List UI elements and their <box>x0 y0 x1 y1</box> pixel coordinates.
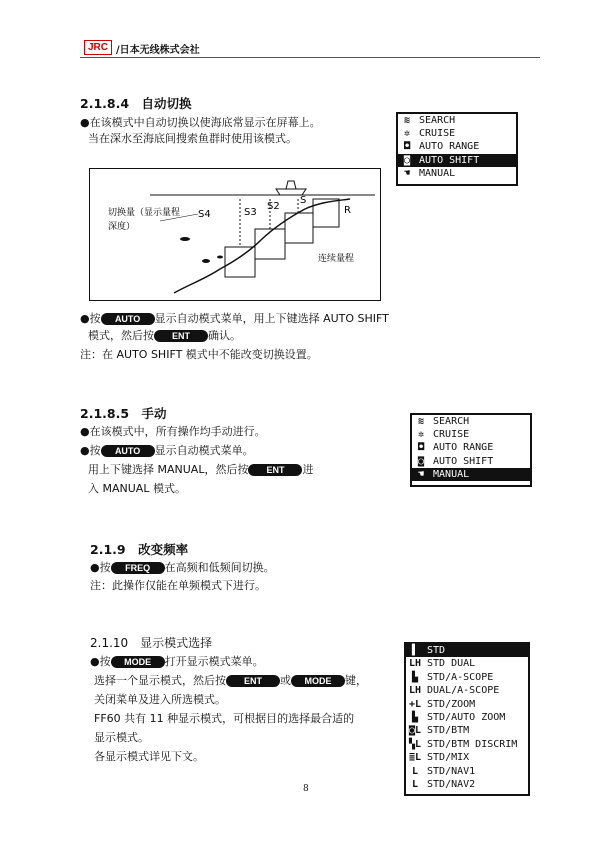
menu-item-auto-shift[interactable] <box>412 455 530 468</box>
mode-icon: ☚ <box>417 468 425 480</box>
heading-manual: 2.1.8.5 手动 <box>80 406 167 421</box>
auto-shift-diagram <box>89 168 381 301</box>
menu-item-label: STD/MIX <box>421 752 470 764</box>
menu-item-std-a-scope[interactable] <box>406 671 528 684</box>
f1-post: 在高频和低频间切换。 <box>164 561 275 574</box>
menu-item-std-dual[interactable] <box>406 657 528 670</box>
fig-label-continuous: 连续量程 <box>318 254 355 264</box>
instr1-post: 显示自动模式菜单，用上下键选择 AUTO SHIFT <box>154 312 389 325</box>
mode-icon: ◙ <box>403 154 411 166</box>
d2-pre: 选择一个显示模式，然后按 <box>94 674 226 687</box>
menu-item-label: AUTO SHIFT <box>413 154 480 166</box>
menu-item-label: DUAL/A-SCOPE <box>421 685 500 697</box>
mode-icon: ◘ <box>403 141 411 153</box>
menu-item-auto-shift[interactable] <box>398 154 516 167</box>
auto-shift-desc-1: ●在该模式中自动切换以使海底常显示在屏幕上。 <box>80 116 321 129</box>
menu-item-label: MANUAL <box>427 468 470 480</box>
menu-item-search[interactable] <box>398 114 516 127</box>
mode-icon: ≋ <box>417 416 425 427</box>
diagram-svg <box>90 169 380 300</box>
mode-icon: ≣L <box>409 752 422 764</box>
menu-item-manual[interactable] <box>412 468 530 481</box>
mode-icon: LH <box>409 658 422 670</box>
mode-icon: ▚L <box>409 738 422 750</box>
auto-key[interactable]: AUTO <box>101 445 155 457</box>
menu-item-dual-a-scope[interactable] <box>406 684 528 697</box>
d1-post: 打开显示模式菜单。 <box>164 655 264 668</box>
menu-item-label: AUTO RANGE <box>413 141 480 153</box>
menu-item-std-mix[interactable] <box>406 751 528 764</box>
auto-shift-instr-2 <box>88 328 241 344</box>
menu-item-label: STD/A-SCOPE <box>421 671 494 683</box>
auto-shift-instr-1 <box>80 311 389 327</box>
auto-mode-menu-shift[interactable] <box>396 112 518 186</box>
menu-item-std-zoom[interactable] <box>406 698 528 711</box>
display-mode-menu[interactable] <box>404 642 530 796</box>
manual-desc-2 <box>80 443 254 459</box>
mode-icon: ◘ <box>417 442 425 454</box>
menu-item-std-nav2[interactable] <box>406 778 528 791</box>
menu-item-auto-range[interactable] <box>398 140 516 153</box>
mode-desc-4: FF60 共有 11 种显示模式，可根据目的选择最合适的 <box>94 712 355 725</box>
page-number: 8 <box>303 784 309 794</box>
menu-item-label: STD <box>421 645 446 656</box>
menu-item-label: STD/NAV2 <box>421 778 476 790</box>
auto-shift-note: 注：在 AUTO SHIFT 模式中不能改变切换设置。 <box>80 348 318 361</box>
menu-item-label: STD/BTM <box>421 725 470 737</box>
mode-icon: ▌ <box>411 645 419 656</box>
ent-key[interactable]: ENT <box>248 464 302 476</box>
menu-item-auto-range[interactable] <box>412 441 530 454</box>
mode-icon: ☚ <box>403 167 411 179</box>
m3-pre: 用上下键选择 MANUAL，然后按 <box>88 463 249 476</box>
mode-icon: ◙ <box>417 455 425 467</box>
ent-key[interactable]: ENT <box>154 330 208 342</box>
jrc-logo: JRC <box>84 40 112 55</box>
manual-desc-1: ●在该模式中，所有操作均手动进行。 <box>80 425 266 438</box>
mode-key[interactable]: MODE <box>291 675 345 687</box>
d1-pre: ●按 <box>90 655 111 668</box>
mode-icon: ≋ <box>403 115 411 126</box>
fig-r: R <box>344 205 351 216</box>
menu-item-label: STD/BTM DISCRIM <box>421 738 518 750</box>
menu-item-label: SEARCH <box>427 416 470 427</box>
freq-key[interactable]: FREQ <box>111 562 165 574</box>
heading-change-frequency: 2.1.9 改变频率 <box>90 542 189 557</box>
d2-post: 键， <box>345 674 367 687</box>
mode-icon: ✲ <box>417 429 425 441</box>
menu-item-label: CRUISE <box>413 128 456 140</box>
fig-label-shift2: 深度） <box>108 222 136 232</box>
header-divider <box>80 57 540 58</box>
mode-desc-3: 关闭菜单及进入所选模式。 <box>94 693 226 706</box>
d2-mid: 或 <box>280 674 291 687</box>
auto-mode-menu-manual[interactable] <box>410 413 532 487</box>
m2-pre: ●按 <box>80 444 101 457</box>
company-name: /日本无线株式会社 <box>116 45 200 56</box>
menu-item-label: STD DUAL <box>421 658 476 670</box>
mode-icon: ✲ <box>403 128 411 140</box>
mode-desc-6: 各显示模式详见下文。 <box>94 750 204 763</box>
menu-item-label: STD/AUTO ZOOM <box>421 711 506 723</box>
menu-item-cruise[interactable] <box>398 127 516 140</box>
fig-label-shift: 切换量（显示量程 <box>108 208 181 218</box>
menu-item-std[interactable] <box>406 644 528 657</box>
menu-item-label: AUTO SHIFT <box>427 455 494 467</box>
menu-item-label: STD/NAV1 <box>421 765 476 777</box>
manual-desc-4: 入 MANUAL 模式。 <box>88 482 186 495</box>
mode-icon: +L <box>409 698 422 710</box>
menu-item-manual[interactable] <box>398 167 516 180</box>
menu-item-label: CRUISE <box>427 429 470 441</box>
menu-item-cruise[interactable] <box>412 428 530 441</box>
instr2-pre: 模式，然后按 <box>88 329 154 342</box>
menu-item-label: AUTO RANGE <box>427 442 494 454</box>
menu-item-std-btm-discrim[interactable] <box>406 738 528 751</box>
instr2-post: 确认。 <box>208 329 241 342</box>
menu-item-label: STD/ZOOM <box>421 698 476 710</box>
mode-icon: ▙ <box>411 711 419 723</box>
m3-post: 进 <box>302 463 314 476</box>
fig-s2: S2 <box>267 201 280 212</box>
mode-icon: ◙L <box>409 725 422 737</box>
f1-pre: ●按 <box>90 561 111 574</box>
mode-icon: L <box>411 765 419 777</box>
fig-s1: S <box>300 195 307 206</box>
ent-key[interactable]: ENT <box>226 675 280 687</box>
mode-desc-1 <box>90 654 264 670</box>
menu-item-std-btm[interactable] <box>406 724 528 737</box>
fig-s3: S3 <box>244 207 257 218</box>
menu-item-std-nav1[interactable] <box>406 765 528 778</box>
manual-desc-3 <box>88 462 313 478</box>
instr1-pre: ●按 <box>80 312 101 325</box>
m2-post: 显示自动模式菜单。 <box>154 444 254 457</box>
mode-desc-5: 显示模式。 <box>94 731 149 744</box>
heading-auto-shift: 2.1.8.4 自动切换 <box>80 96 192 111</box>
mode-key[interactable]: MODE <box>111 656 165 668</box>
freq-desc-1 <box>90 560 275 576</box>
mode-icon: LH <box>409 685 422 697</box>
mode-icon: L <box>411 778 419 790</box>
heading-display-mode: 2.1.10 显示模式选择 <box>90 636 213 650</box>
menu-item-label: SEARCH <box>413 115 456 126</box>
mode-desc-2 <box>94 673 367 689</box>
menu-item-label: MANUAL <box>413 167 456 179</box>
menu-item-search[interactable] <box>412 415 530 428</box>
fig-s4: S4 <box>198 209 211 220</box>
menu-item-std-auto-zoom[interactable] <box>406 711 528 724</box>
auto-shift-desc-2: 当在深水至海底间搜索鱼群时使用该模式。 <box>88 132 297 145</box>
freq-note: 注：此操作仅能在单频模式下进行。 <box>90 579 266 592</box>
auto-key[interactable]: AUTO <box>101 313 155 325</box>
mode-icon: ▙ <box>411 671 419 683</box>
